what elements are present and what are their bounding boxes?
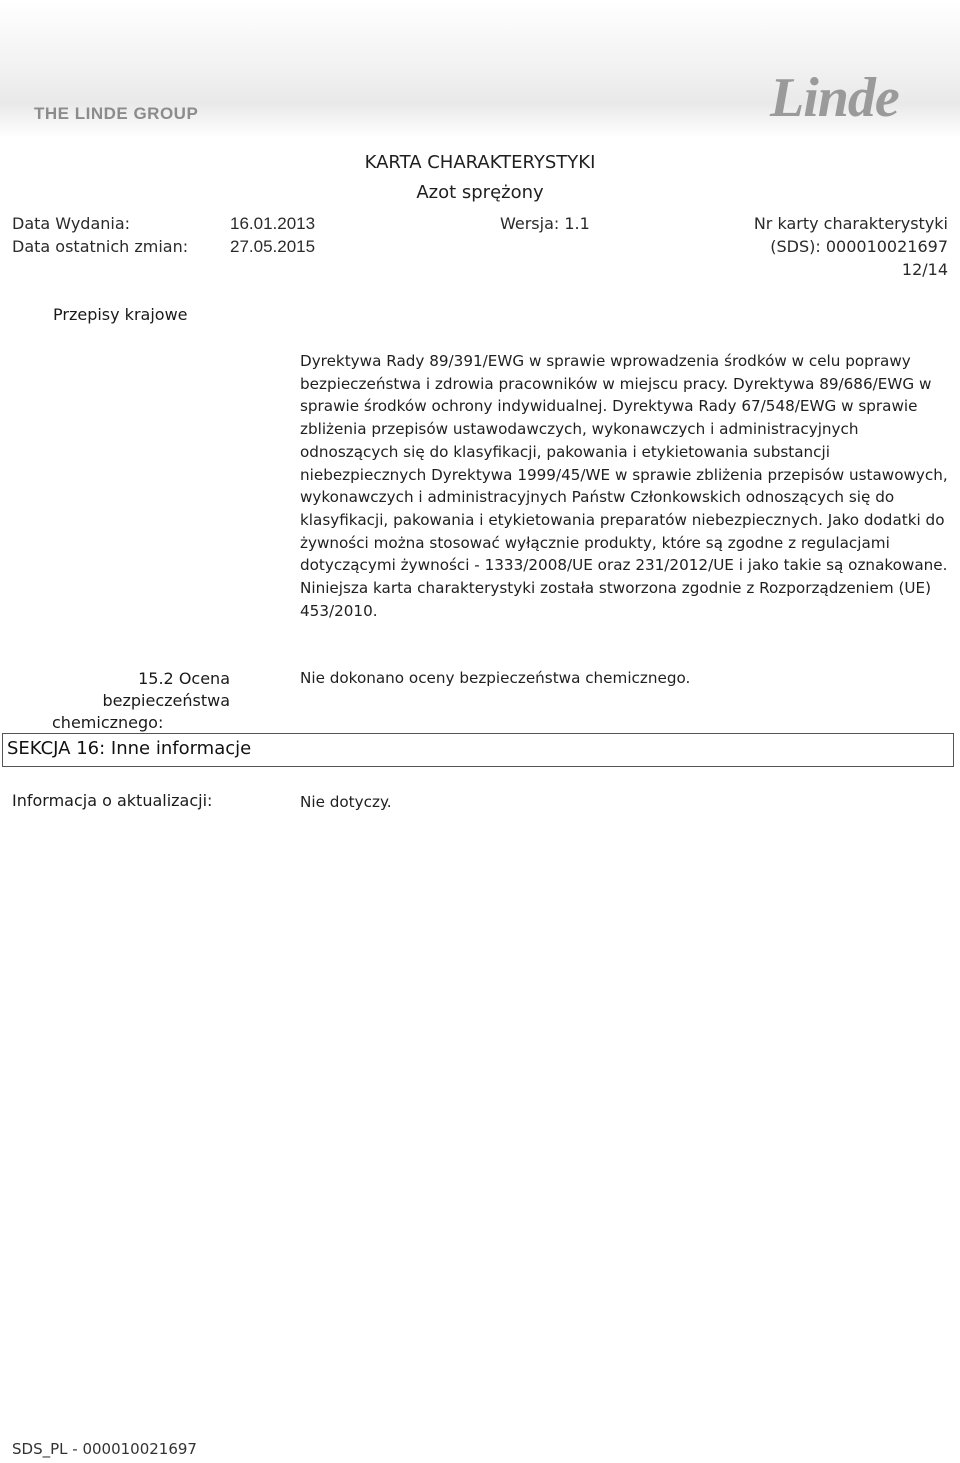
revision-date-label: Data ostatnich zmian: bbox=[12, 237, 189, 256]
update-info-value: Nie dotyczy. bbox=[300, 793, 392, 811]
sds-label: Nr karty charakterystyki bbox=[753, 214, 948, 233]
section-16-heading-box bbox=[2, 733, 954, 767]
national-regulations-label: Przepisy krajowe bbox=[53, 305, 188, 324]
linde-group-logo: THE LINDE GROUP bbox=[34, 104, 199, 123]
version-label: Wersja: 1.1 bbox=[500, 214, 590, 233]
regulations-paragraph: Dyrektywa Rady 89/391/EWG w sprawie wprowadzenia środków w celu poprawy bezpieczeństwa i zdrowia pracowników w miejscu pracy. Dyrektywa 89/686/EWG w sprawie środków ochrony indywidualnej. Dyrektywa Rady 67/548/EWG w sprawie zbliżenia przepisów ustawodawczych, wykonawczych i administracyjnych odnoszących się do klasyfikacji, pakowania i etykietowania substancji niebezpiecznych Dyrektywa 1999/45/WE w sprawie zbliżenia przepisów ustawowych, wykonawczych i administracyjnych Państw Członkowskich odnoszących się do klasyfikacji, pakowania i etykietowania preparatów niebezpiecznych. Jako dodatki do żywności można stosować wyłącznie produkty, które są zgodne z regulacjami dotyczącymi żywności - 1333/2008/UE oraz 231/2012/UE i jako takie są oznakowane. bbox=[300, 352, 948, 575]
linde-brand-logo: Linde bbox=[770, 67, 899, 129]
update-info-label: Informacja o aktualizacji: bbox=[12, 791, 213, 810]
product-name: Azot sprężony bbox=[416, 182, 544, 203]
page-number: 12/14 bbox=[901, 260, 948, 279]
issue-date-value: 16.01.2013 bbox=[230, 214, 316, 233]
section-16-heading: SEKCJA 16: Inne informacje bbox=[7, 738, 252, 759]
regulations-paragraph: Niniejsza karta charakterystyki została stworzona zgodnie z Rozporządzeniem (UE) 453/2010. bbox=[300, 579, 932, 620]
issue-date-label: Data Wydania: bbox=[12, 214, 131, 233]
safety-assessment-value: Nie dokonano oceny bezpieczeństwa chemicznego. bbox=[300, 669, 691, 687]
national-regulations-text bbox=[300, 350, 955, 622]
footer-document-id: SDS_PL - 000010021697 bbox=[12, 1440, 197, 1458]
safety-assessment-label: 15.2 Ocena bezpieczeństwa chemicznego: bbox=[52, 669, 230, 732]
sds-number: (SDS): 000010021697 bbox=[770, 237, 948, 256]
document-title: KARTA CHARAKTERYSTYKI bbox=[364, 152, 596, 173]
revision-date-value: 27.05.2015 bbox=[230, 237, 316, 256]
